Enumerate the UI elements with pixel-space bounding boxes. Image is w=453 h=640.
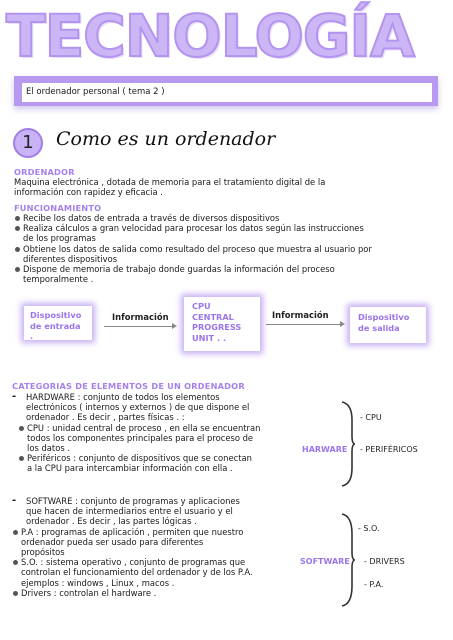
funcionamiento-block [14,203,446,284]
output-device-box [350,307,426,343]
arrow-right-icon [172,323,177,329]
input-device-label: Dispositivo [30,310,82,320]
list-item: Periféricos : conjunto de dispositivos que se conectan a la CPU para intercambiar información con ella . [18,453,300,473]
output-device-label: de salida [358,322,400,333]
arrow-right-icon [340,321,345,327]
software-block [12,496,300,598]
hardware-block [12,392,300,474]
software-brace-item: - DRIVERS [364,557,405,566]
curly-brace-icon [340,512,356,608]
hardware-brace-label: HARWARE [302,445,348,454]
output-device-label: Dispositivo [358,312,410,322]
curly-brace-icon [340,400,356,488]
software-list [12,527,300,598]
arrow-line [104,326,174,327]
hardware-brace-item: - PERIFÉRICOS [360,445,418,454]
list-item: P.A : programas de aplicación , permiten que nuestro ordenador pueda ser usado para diferentes propósitos [12,527,300,558]
cpu-label: UNIT . . [192,332,227,343]
list-item: S.O. : sistema operativo , conjunto de programas que controlan el funcionamiento del ordenador y de los P.A. ejemplos : windows , Linux , macos . [12,557,300,588]
arrow-line [266,324,342,325]
list-item: CPU : unidad central de proceso , en ella se encuentran todos los componentes principales para el proceso de los datos . [18,423,300,454]
page-title: TECNOLOGÍA [6,2,414,70]
hardware-brace-item: - CPU [360,413,382,422]
section-heading: Como es un ordenador [56,128,276,150]
section-number-badge: 1 [13,128,43,158]
hardware-intro: - HARDWARE : conjunto de todos los elementos electrónicos ( internos y externos ) de que dispone el ordenador . Es decir , partes físicas . : [12,391,250,423]
ordenador-label: ORDENADOR [14,167,75,177]
input-device-box [24,306,92,340]
software-intro: - SOFTWARE : conjunto de programas y aplicaciones que hacen de intermediarios entre el usuario y el ordenador . Es decir , las partes lógicas . [12,495,240,527]
cpu-label: CENTRAL [192,311,234,322]
funcionamiento-label: FUNCIONAMIENTO [14,203,102,213]
ordenador-definition-line: información con rapidez y eficacia . [14,187,163,198]
arrow-label-information: Información [272,310,329,320]
list-item: Recibe los datos de entrada a través de diversos dispositivos [14,213,446,223]
list-item: Drivers : controlan el hardware . [12,588,300,598]
list-item: Realiza cálculos a gran velocidad para procesar los datos según las instrucciones de los programas [14,223,446,243]
cpu-box [184,297,260,351]
software-brace-item: - P.A. [364,580,384,589]
list-item: Dispone de memoria de trabajo donde guardas la información del proceso temporalmente . [14,264,446,284]
ordenador-block [14,167,444,197]
funcionamiento-list [14,213,446,284]
ordenador-definition-line: Maquina electrónica , dotada de memoria para el tratamiento digital de la [14,177,326,187]
input-device-label: de entrada . [30,320,81,341]
categorias-label: CATEGORIAS DE ELEMENTOS DE UN ORDENADOR [12,381,245,391]
hardware-list [18,423,300,474]
arrow-label-information: Información [112,312,169,322]
cpu-label: CPU [192,301,211,311]
list-item: Obtiene los datos de salida como resultado del proceso que muestra al usuario por diferentes dispositivos [14,244,446,264]
software-brace-item: - S.O. [358,524,380,533]
cpu-label: PROGRESS [192,322,242,332]
subtitle-text: El ordenador personal ( tema 2 ) [22,83,432,102]
software-brace-label: SOFTWARE [300,557,350,566]
